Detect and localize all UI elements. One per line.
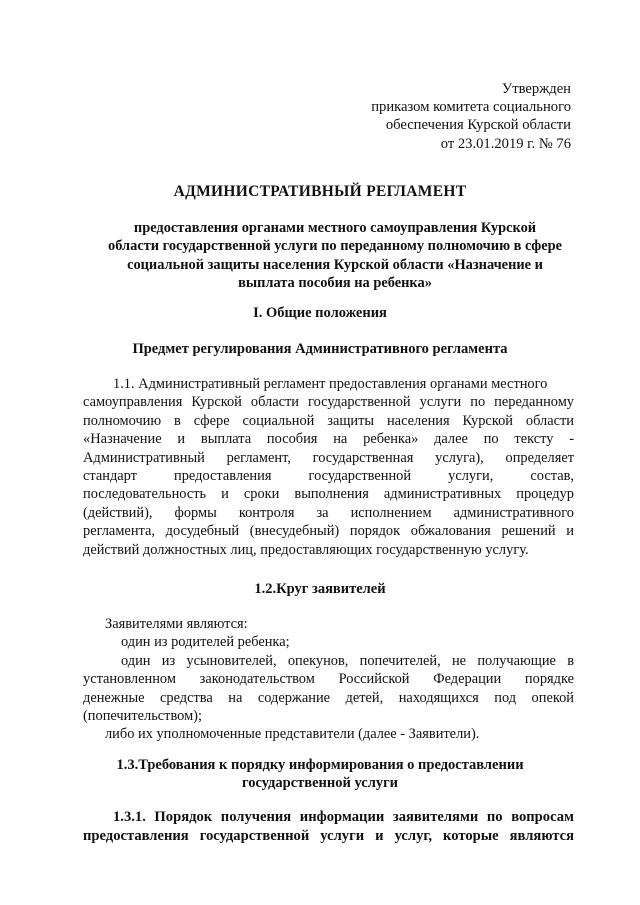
paragraph-line: предоставления государственной услуги и услуг, которые являются <box>83 827 574 844</box>
list-item: один из родителей ребенка; <box>121 634 290 651</box>
approval-stamp <box>371 80 571 153</box>
list-item: либо их уполномоченные представители (далее - Заявители). <box>105 726 480 743</box>
subtitle-line: области государственной услуги по переданному полномочию в сфере <box>108 238 562 255</box>
document-title: АДМИНИСТРАТИВНЫЙ РЕГЛАМЕНТ <box>173 183 467 200</box>
heading-line: 1.3.Требования к порядку информирования о предоставлении <box>116 757 524 773</box>
paragraph-line: «Назначение и выплата пособия на ребенка» далее по тексту - <box>83 431 574 448</box>
subtitle-line: предоставления органами местного самоуправления Курской <box>133 220 537 236</box>
document-subtitle <box>95 219 575 292</box>
list-item: Заявителями являются: <box>105 616 248 632</box>
paragraph-line: Административный регламент, государственная услуга), определяет <box>83 449 574 466</box>
section-heading: I. Общие положения <box>253 305 387 321</box>
approval-line: приказом комитета социального <box>371 99 571 116</box>
subtitle-line: социальной защиты населения Курской области «Назначение и <box>127 256 543 273</box>
subtitle-line: выплата пособия на ребенка» <box>238 274 432 291</box>
paragraph-1-3-1 <box>83 808 574 845</box>
paragraph-line: самоуправления Курской области государственной услуги по переданному <box>83 394 574 411</box>
paragraph-line: (действий), формы контроля за исполнением административного <box>83 504 574 521</box>
section-heading-1-3 <box>0 756 640 793</box>
paragraph-line: стандарт предоставления государственной услуги, состав, <box>83 467 574 484</box>
approval-line: от 23.01.2019 г. № 76 <box>440 135 571 152</box>
paragraph-line: последовательность и сроки выполнения административных процедур <box>83 486 574 503</box>
paragraph-line: 1.1. Административный регламент предоставления органами местного <box>113 376 548 392</box>
list-item: (попечительством); <box>83 707 202 724</box>
applicants-list <box>83 615 574 744</box>
paragraph-line: регламента, досудебный (внесудебный) порядок обжалования решений и <box>83 523 574 540</box>
paragraph-line: действий должностных лиц, предоставляющих государственную услугу. <box>83 541 529 558</box>
section-heading: 1.2.Круг заявителей <box>254 581 386 597</box>
paragraph-line: полномочию в сфере социальной защиты населения Курской области <box>83 412 574 429</box>
list-item: один из усыновителей, опекунов, попечителей, не получающие в <box>121 652 574 669</box>
list-item: денежные средства на содержание детей, находящихся под опекой <box>83 689 574 706</box>
heading-line: государственной услуги <box>241 775 399 792</box>
approval-line: обеспечения Курской области <box>385 117 571 134</box>
approval-line: Утвержден <box>501 81 571 97</box>
list-item: установленном законодательством Российской Федерации порядке <box>83 671 574 688</box>
paragraph-line: 1.3.1. Порядок получения информации заявителями по вопросам <box>113 809 574 825</box>
section-subheading: Предмет регулирования Административного регламента <box>132 341 508 357</box>
paragraph-1-1 <box>83 375 574 559</box>
